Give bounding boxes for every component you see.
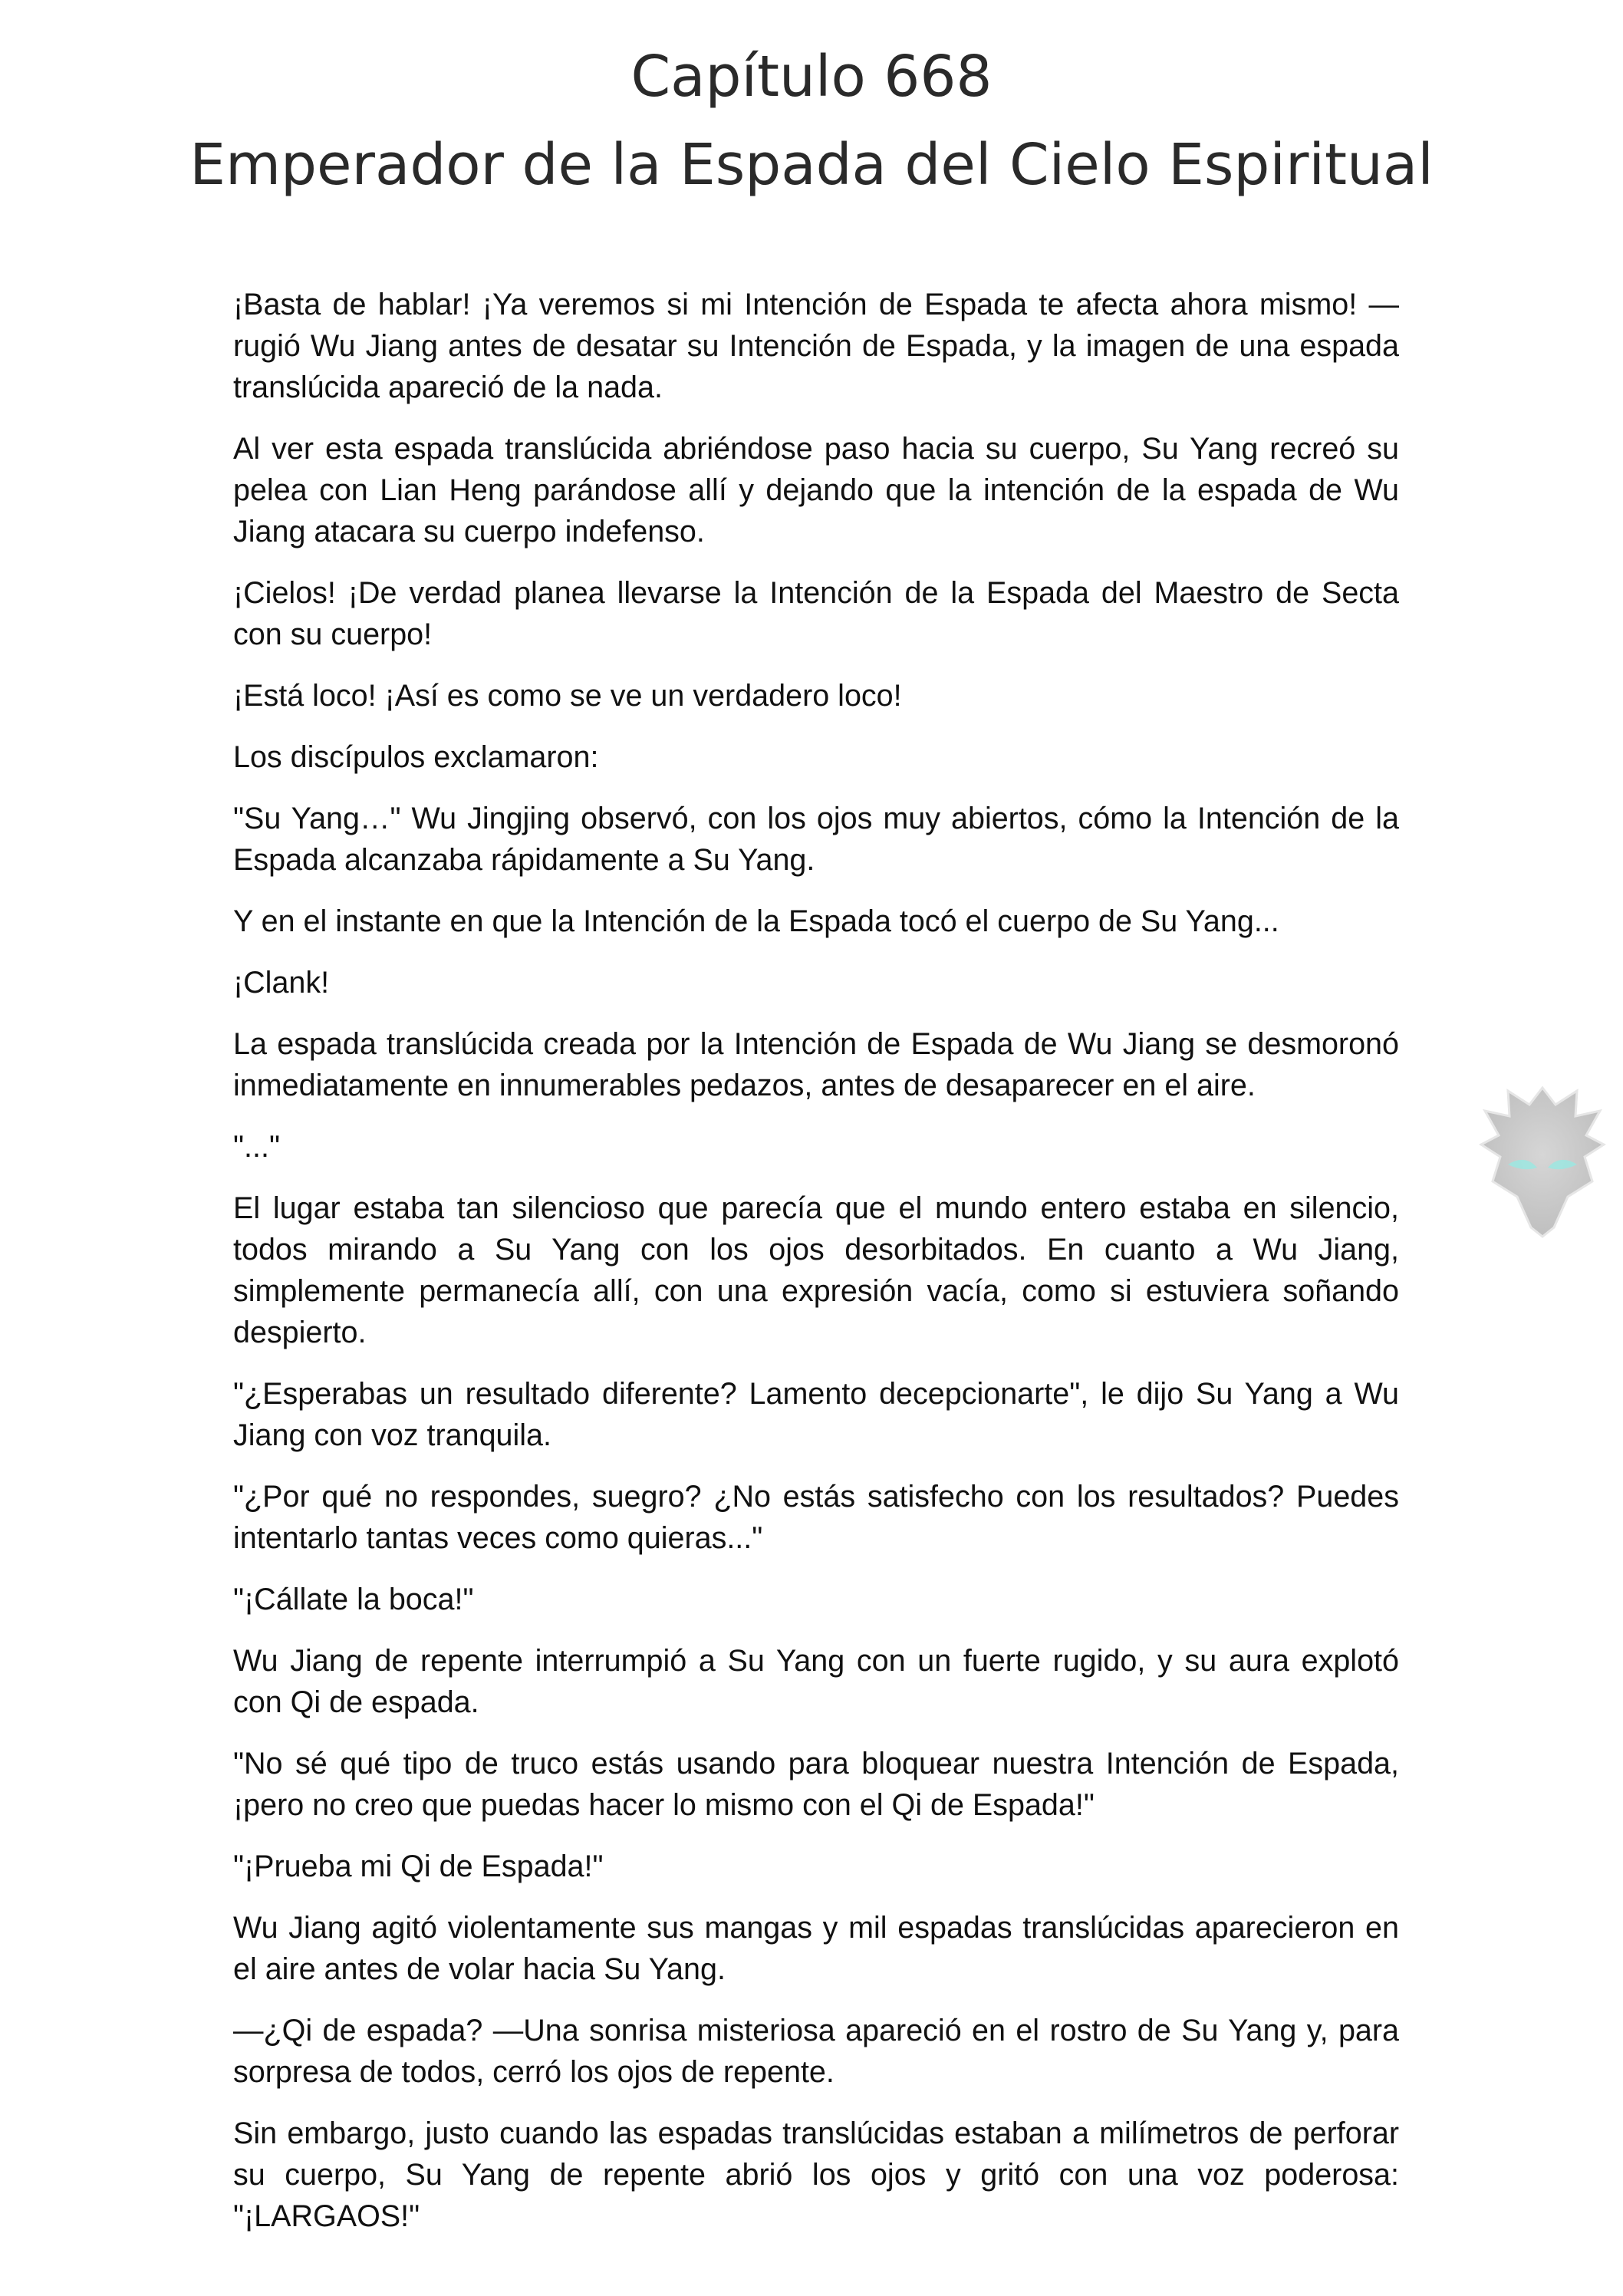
paragraph: Los discípulos exclamaron: <box>233 740 599 774</box>
paragraph: "¿Por qué no respondes, suegro? ¿No estás satisfecho con los resultados? Puedes intentarlo tantas veces como quieras..." <box>233 1480 1399 1555</box>
paragraph: "¡Cállate la boca!" <box>233 1583 474 1616</box>
paragraph: "Su Yang…" Wu Jingjing observó, con los ojos muy abiertos, cómo la Intención de la Espada alcanzaba rápidamente a Su Yang. <box>233 802 1399 877</box>
chapter-number: Capítulo 668 <box>630 44 993 110</box>
paragraph: ¡Clank! <box>233 966 330 1000</box>
demon-head-logo-icon <box>1470 1074 1615 1243</box>
paragraph: Wu Jiang agitó violentamente sus mangas y mil espadas translúcidas aparecieron en el aire antes de volar hacia Su Yang. <box>233 1911 1399 1986</box>
chapter-title: Emperador de la Espada del Cielo Espiritual <box>189 132 1434 198</box>
paragraph: ¡Basta de hablar! ¡Ya veremos si mi Intención de Espada te afecta ahora mismo! —rugió Wu Jiang antes de desatar su Intención de Espada, y la imagen de una espada translúcida apareció de la nada. <box>233 288 1399 404</box>
paragraph: "¿Esperabas un resultado diferente? Lamento decepcionarte", le dijo Su Yang a Wu Jiang con voz tranquila. <box>233 1377 1399 1452</box>
paragraph: La espada translúcida creada por la Intención de Espada de Wu Jiang se desmoronó inmediatamente en innumerables pedazos, antes de desaparecer en el aire. <box>233 1027 1399 1102</box>
paragraph: ¡Cielos! ¡De verdad planea llevarse la Intención de la Espada del Maestro de Secta con su cuerpo! <box>233 576 1399 651</box>
paragraph: —¿Qi de espada? —Una sonrisa misteriosa apareció en el rostro de Su Yang y, para sorpresa de todos, cerró los ojos de repente. <box>233 2014 1399 2089</box>
paragraph: Sin embargo, justo cuando las espadas translúcidas estaban a milímetros de perforar su cuerpo, Su Yang de repente abrió los ojos y gritó con una voz poderosa: "¡LARGAOS!" <box>233 2116 1399 2233</box>
paragraph: Al ver esta espada translúcida abriéndose paso hacia su cuerpo, Su Yang recreó su pelea con Lian Heng parándose allí y dejando que la intención de la espada de Wu Jiang atacara su cuerpo indefenso. <box>233 432 1399 548</box>
paragraph: Y en el instante en que la Intención de la Espada tocó el cuerpo de Su Yang... <box>233 904 1279 938</box>
paragraph: El lugar estaba tan silencioso que parecía que el mundo entero estaba en silencio, todos mirando a Su Yang con los ojos desorbitados. En cuanto a Wu Jiang, simplemente permanecía allí, con una expresión vacía, como si estuviera soñando despierto. <box>233 1191 1399 1349</box>
chapter-body <box>233 284 1399 2257</box>
paragraph: "..." <box>233 1130 280 1164</box>
paragraph: "¡Prueba mi Qi de Espada!" <box>233 1850 604 1883</box>
paragraph: "No sé qué tipo de truco estás usando para bloquear nuestra Intención de Espada, ¡pero no creo que puedas hacer lo mismo con el Qi de Espada!" <box>233 1747 1399 1822</box>
paragraph: Wu Jiang de repente interrumpió a Su Yang con un fuerte rugido, y su aura explotó con Qi de espada. <box>233 1644 1399 1719</box>
paragraph: ¡Está loco! ¡Así es como se ve un verdadero loco! <box>233 679 902 713</box>
